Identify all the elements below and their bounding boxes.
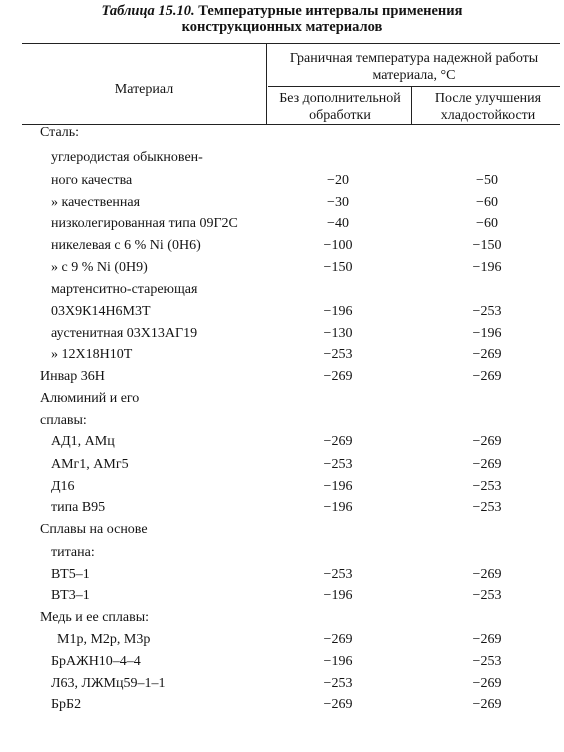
material-cell: Инвар 36Н [40, 369, 105, 384]
table-row [0, 301, 564, 323]
material-cell: типа В95 [51, 500, 106, 515]
table-row [0, 607, 564, 629]
table-row [0, 694, 564, 716]
header-divider-1 [266, 43, 267, 124]
temp-improved-cell: −253 [472, 654, 502, 669]
material-cell: М1р, М2р, М3р [57, 632, 151, 647]
table-row [0, 564, 564, 586]
table-row [0, 235, 564, 257]
temp-no-treatment-cell: −269 [323, 697, 353, 712]
header-col-no-treatment: Без дополнительной обработки [279, 91, 401, 123]
temp-no-treatment-cell: −253 [323, 457, 353, 472]
temp-improved-cell: −196 [472, 260, 502, 275]
caption-line-1 [0, 3, 564, 19]
temp-improved-cell: −50 [476, 173, 498, 188]
table-row [0, 497, 564, 519]
material-cell: Сталь: [40, 125, 80, 140]
temp-no-treatment-cell: −30 [327, 195, 349, 210]
material-cell: 03Х9К14Н6М3Т [51, 304, 151, 319]
temp-no-treatment-cell: −20 [327, 173, 349, 188]
table-caption [0, 3, 564, 35]
material-cell: БрБ2 [51, 697, 82, 712]
temp-improved-cell: −269 [472, 369, 502, 384]
material-cell: Алюминий и его [40, 391, 140, 406]
temp-improved-cell: −269 [472, 347, 502, 362]
caption-line-2: конструкционных материалов [181, 19, 383, 35]
table-row [0, 344, 564, 366]
table-row [0, 410, 564, 432]
temp-improved-cell: −269 [472, 457, 502, 472]
table-row [0, 673, 564, 695]
header-temperature-group: Граничная температура надежной работы материала, °С [289, 51, 539, 83]
temp-no-treatment-cell: −150 [323, 260, 353, 275]
temp-improved-cell: −269 [472, 697, 502, 712]
temp-improved-cell: −253 [472, 479, 502, 494]
temp-no-treatment-cell: −196 [323, 588, 353, 603]
table-row [0, 147, 564, 169]
table-title: Температурные интервалы применения [198, 3, 463, 19]
temp-improved-cell: −253 [472, 500, 502, 515]
material-cell: БрАЖН10–4–4 [51, 654, 141, 669]
temp-no-treatment-cell: −196 [323, 304, 353, 319]
material-cell: ВТ3–1 [51, 588, 90, 603]
temp-improved-cell: −60 [476, 216, 498, 231]
material-cell: титана: [51, 545, 95, 560]
table-row [0, 323, 564, 345]
table-top-rule [22, 43, 560, 44]
temp-no-treatment-cell: −269 [323, 434, 353, 449]
material-cell: ВТ5–1 [51, 567, 90, 582]
table-row [0, 170, 564, 192]
table-number: Таблица 15.10. [101, 3, 195, 19]
temp-improved-cell: −269 [472, 567, 502, 582]
temp-no-treatment-cell: −130 [323, 326, 353, 341]
temp-improved-cell: −196 [472, 326, 502, 341]
temp-no-treatment-cell: −40 [327, 216, 349, 231]
material-cell: низколегированная типа 09Г2С [51, 216, 238, 231]
material-cell: » качественная [51, 195, 141, 210]
temp-no-treatment-cell: −253 [323, 347, 353, 362]
temp-no-treatment-cell: −196 [323, 500, 353, 515]
material-cell: » с 9 % Ni (0Н9) [51, 260, 148, 275]
material-cell: Л63, ЛЖМц59–1–1 [51, 676, 166, 691]
temp-improved-cell: −253 [472, 588, 502, 603]
header-divider-2 [411, 86, 412, 124]
header-col-improved: После улучшения хладостойкости [434, 91, 542, 123]
temp-improved-cell: −269 [472, 632, 502, 647]
material-cell: Сплавы на основе [40, 522, 148, 537]
material-cell: АМг1, АМг5 [51, 457, 129, 472]
table-row [0, 454, 564, 476]
table-row [0, 431, 564, 453]
temp-no-treatment-cell: −253 [323, 567, 353, 582]
table-row [0, 388, 564, 410]
table-row [0, 542, 564, 564]
temp-no-treatment-cell: −100 [323, 238, 353, 253]
table-row [0, 651, 564, 673]
temp-improved-cell: −253 [472, 304, 502, 319]
material-cell: углеродистая обыкновен- [51, 150, 203, 165]
table-row [0, 585, 564, 607]
temp-no-treatment-cell: −269 [323, 369, 353, 384]
temp-no-treatment-cell: −269 [323, 632, 353, 647]
table-row [0, 279, 564, 301]
table-row [0, 629, 564, 651]
table-row [0, 257, 564, 279]
material-cell: никелевая с 6 % Ni (0Н6) [51, 238, 201, 253]
material-cell: Медь и ее сплавы: [40, 610, 150, 625]
material-cell: аустенитная 03Х13АГ19 [51, 326, 198, 341]
header-inner-rule [268, 86, 560, 87]
header-material: Материал [114, 82, 174, 97]
table-row [0, 476, 564, 498]
table-row [0, 192, 564, 214]
material-cell: мартенситно-стареющая [51, 282, 198, 297]
temp-improved-cell: −269 [472, 434, 502, 449]
temp-no-treatment-cell: −253 [323, 676, 353, 691]
table-row [0, 519, 564, 541]
temp-no-treatment-cell: −196 [323, 479, 353, 494]
material-cell: ного качества [51, 173, 133, 188]
temp-no-treatment-cell: −196 [323, 654, 353, 669]
table-row [0, 213, 564, 235]
material-cell: Д16 [51, 479, 75, 494]
temp-improved-cell: −150 [472, 238, 502, 253]
material-cell: АД1, АМц [51, 434, 115, 449]
material-cell: сплавы: [40, 413, 87, 428]
temp-improved-cell: −269 [472, 676, 502, 691]
table-row [0, 366, 564, 388]
material-cell: » 12Х18Н10Т [51, 347, 133, 362]
temp-improved-cell: −60 [476, 195, 498, 210]
table-row [0, 122, 564, 144]
